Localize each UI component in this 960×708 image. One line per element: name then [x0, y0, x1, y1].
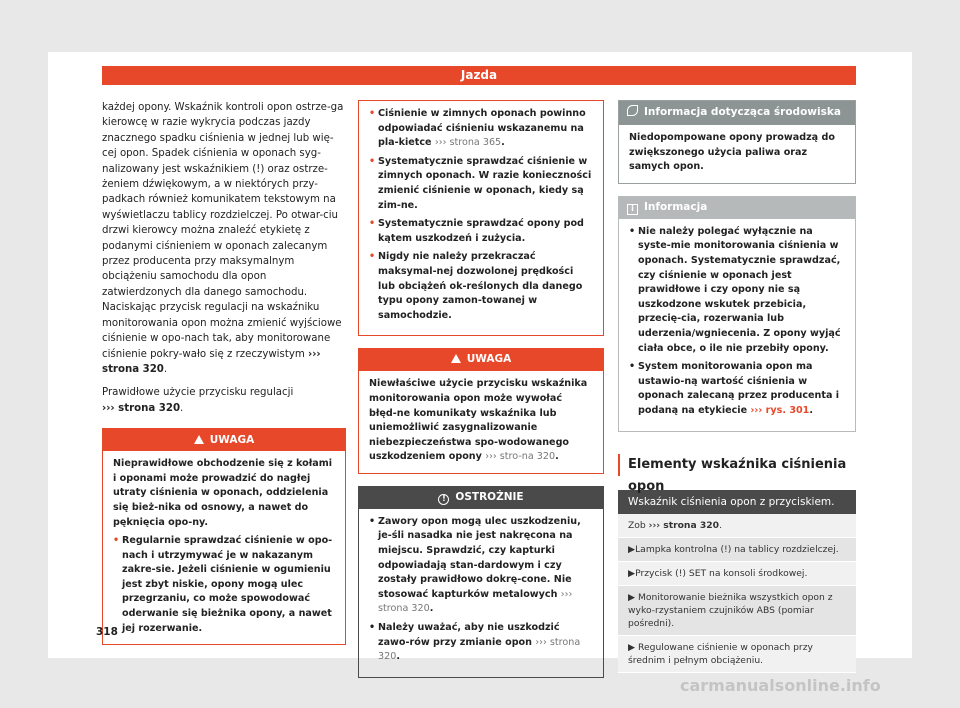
warning-header: UWAGA	[103, 429, 345, 451]
info-icon: i	[627, 204, 638, 215]
table-row: ▶Przycisk (!) SET na konsoli środkowej.	[618, 562, 856, 586]
table-header: Wskaźnik ciśnienia opon z przyciskiem.	[618, 490, 856, 514]
column-right	[618, 100, 856, 673]
info-item: • Nie należy polegać wyłącznie na syste-mie monitorowania ciśnienia w oponach. Systematycznie sprawdzać, czy ciśnienie w oponach jest prawidłowe i czy opony nie są uszkodzone wskutek przebicia, przecię-cia, rozerwania lub uderzenia/wgniecenia. Z opony wyjąć ciała obce, o ile nie przebiły opony.	[629, 225, 845, 356]
warning-item: • Systematycznie sprawdzać opony pod kątem uszkodzeń i zużycia.	[369, 217, 593, 246]
warning-continuation-box	[358, 100, 604, 336]
column-middle	[358, 100, 604, 678]
warning-triangle-icon	[194, 435, 204, 444]
table-row: ▶ Monitorowanie bieżnika wszystkich opon z wyko-rzystaniem czujników ABS (pomiar pośredni).	[618, 586, 856, 636]
caution-item: • Zawory opon mogą ulec uszkodzeniu, je-śli nasadka nie jest nakręcona na miejscu. Sprawdzić, czy kapturki odpowiadają stan-dardowym i czy zostały prawidłowo dokrę-cone. Nie stosować kapturków metalowych ››› strona 320.	[369, 515, 593, 617]
caution-box	[358, 486, 604, 678]
warning-intro: Nieprawidłowe obchodzenie się z kołami i oponami może prowadzić do nagłej utraty ciśnienia w oponach, oddzielenia się bież-nika od osnowy, a nawet do pęknięcia opo-ny.	[113, 458, 333, 528]
leaf-icon	[627, 105, 638, 116]
body-paragraph: każdej opony. Wskaźnik kontroli opon ostrze-ga kierowcę w razie wykrycia podczas jazdy znacznego spadku ciśnienia w jednej lub wię-cej opon. Spadek ciśnienia w oponach syg-nalizowany jest wskaźnikiem (!) oraz ostrze-żeniem dźwiękowym, a w niektórych przy-padkach również komunikatem tekstowym na wyświetlaczu tablicy rozdzielczej. Po otwar-ciu drzwi kierowcy można znaleźć etykietę z podanymi ciśnieniem w oponach zalecanym przez producenta przy maksymalnym obciążeniu samochodu dla opon zatwierdzonych dla danego samochodu. Naciskając przycisk regulacji na wskaźniku monitorowania opon można zmienić wyjściowe ciśnienie w opo-nach tak, aby monitorowane ciśnienie pokry-wało się z rzeczywistym ››› strona 320.	[102, 102, 344, 375]
document-page	[48, 52, 912, 666]
features-table	[618, 490, 856, 673]
column-left	[102, 100, 346, 645]
info-header: i Informacja	[619, 197, 855, 219]
warning-item: • Ciśnienie w zimnych oponach powinno odpowiadać ciśnieniu wskazanemu na pla-kietce ››› strona 365.	[369, 107, 593, 151]
environment-body: Niedopompowane opony prowadzą do zwiększonego użycia paliwa oraz samych opon.	[629, 132, 835, 173]
page-reference[interactable]: ››› strona 320	[648, 519, 720, 531]
page-reference[interactable]: ››› stro-na 320	[485, 451, 556, 463]
info-body	[619, 219, 855, 431]
table-row: Zob ››› strona 320.	[618, 514, 856, 538]
warning-triangle-icon	[451, 354, 461, 363]
warning-box	[358, 348, 604, 474]
environment-header: Informacja dotycząca środowiska	[619, 101, 855, 125]
caution-circle-icon: !	[438, 494, 449, 505]
warning-item: • Nigdy nie należy przekraczać maksymal-nej dozwolonej prędkości lub obciążeń ok-reślonych dla danego typu opony zamon-towanej w samochodzie.	[369, 250, 593, 323]
warning-box	[102, 428, 346, 645]
page-reference[interactable]: ››› strona 320	[102, 402, 181, 414]
info-box	[618, 196, 856, 432]
body-paragraph: Prawidłowe użycie przycisku regulacji ››› strona 320.	[102, 387, 294, 414]
page-reference[interactable]: ››› strona 320	[102, 348, 321, 375]
environment-box	[618, 100, 856, 184]
warning-body	[103, 451, 345, 644]
warning-body: Niewłaściwe użycie przycisku wskaźnika monitorowania opon może wywołać błęd-ne komunikaty wskaźnika lub uniemożliwić zasygnalizowanie niebezpieczeństwa spo-wodowanego uszkodzeniem opony ››› stro-na 320.	[369, 378, 588, 463]
caution-item: • Należy uważać, aby nie uszkodzić zawo-rów przy zmianie opon ››› strona 320.	[369, 621, 593, 665]
figure-reference[interactable]: ››› rys. 301	[750, 404, 810, 416]
section-title: Elementy wskaźnika ciśnienia opon	[618, 454, 856, 476]
warning-item: • Regularnie sprawdzać ciśnienie w opo-nach i utrzymywać je w nakazanym zakre-sie. Jeżeli ciśnienie w ogumieniu jest zbyt niskie, opony mogą ulec przegrzaniu, co może spowodować oderwanie się bieżnika opony, a nawet jej rozerwanie.	[113, 534, 335, 636]
caution-body	[359, 509, 603, 677]
page-reference[interactable]: ››› strona 320	[378, 636, 581, 663]
table-row: ▶Lampka kontrolna (!) na tablicy rozdzielczej.	[618, 538, 856, 562]
info-item: • System monitorowania opon ma ustawio-ną wartość ciśnienia w oponach zalecaną przez producenta i podaną na etykiecie ››› rys. 301.	[629, 360, 845, 418]
caution-header: ! OSTROŻNIE	[359, 487, 603, 509]
table-row: ▶ Regulowane ciśnienie w oponach przy średnim i pełnym obciążeniu.	[618, 636, 856, 673]
warning-item: • Systematycznie sprawdzać ciśnienie w zimnych oponach. W razie konieczności zmienić ciśnienie w oponach, kiedy są zim-ne.	[369, 155, 593, 213]
page-number: 318	[96, 626, 118, 638]
chapter-header: Jazda	[102, 66, 856, 85]
warning-header: UWAGA	[359, 349, 603, 371]
watermark: carmanualsonline.info	[680, 676, 881, 695]
page-reference[interactable]: ››› strona 320	[378, 588, 573, 615]
page-reference[interactable]: ››› strona 365	[434, 137, 502, 149]
